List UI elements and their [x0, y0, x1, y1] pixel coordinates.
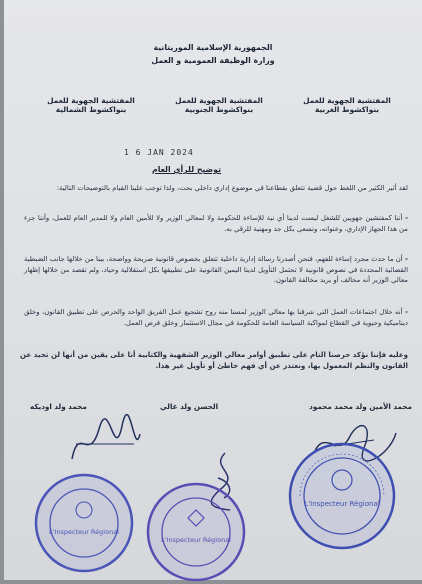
closing-paragraph: وعليه فإننا نؤكد حرصنا التام على تطبيق أوامر معالي الوزير الشفهية والكتابية أنا على يقين من أنها لن تحيد عن القانون والنظم المعمول بها، ونعتذر عن أي فهم خاطئ أو تأويل غير هذا.	[20, 350, 408, 370]
subject-title: توضيح للرأي العام	[152, 165, 222, 174]
official-stamp-2-icon	[144, 480, 248, 584]
point-3-text: أنه خلال اجتماعات العمل التي شرفنا بها معالي الوزير لمسنا منه روح تشجيع عمل الفريق الواحد والحرص على تطبيق القانون، وخلق ديناميكية وحيوية في القطاع لمواكبة السياسة العامة للحكومة في مجال الاستثمار وخلق فرص العمل.	[24, 308, 408, 327]
inspectorate-west-line1: المفتشية الجهوية للعمل	[303, 96, 391, 105]
signatory-3-name: محمد ولد اوديكه	[30, 402, 87, 411]
inspectorate-north	[26, 96, 156, 115]
date-stamp: 1 6 JAN 2024	[124, 148, 194, 157]
intro-paragraph: لقد أثير الكثير من اللغط حول قضية تتعلق بقطاعنا في موضوع إداري داخلي بحت، ولذا توجب علينا القيام بالتوضيحات التالية:	[56, 184, 408, 192]
point-1	[24, 213, 408, 234]
signatory-2-name: الحسن ولد عالي	[160, 402, 219, 411]
inspectorate-south-line1: المفتشية الجهوية للعمل	[175, 96, 263, 105]
inspectorate-west-line2: بنواكشوط الغربية	[314, 105, 379, 115]
inspectorate-west	[282, 96, 412, 115]
ministry-name: وزارة الوظيفة العمومية و العمل	[151, 56, 275, 65]
stamp-3-label: L'Inspecteur Régional	[49, 528, 119, 536]
stamp-2-label: L'Inspecteur Régional	[161, 536, 231, 544]
point-1-text: أننا كمفتشين جهويين للشغل ليست لدينا أي نية للإساءة للحكومة ولا لمعالي الوزير ولا للأمين العام ولا للمدير العام للعمل، وأننا جزء من هذا الجهاز الإداري، وعنوانه، ونسعى بكل جد ومهنية للرقي به.	[24, 214, 408, 233]
inspectorate-south	[154, 96, 284, 115]
point-2	[24, 254, 408, 286]
signatory-1-name: محمد الأمين ولد محمد محمود	[309, 402, 412, 411]
bullet-1-marker: -	[402, 214, 408, 222]
stamp-1-label: L'Inspecteur Régional	[304, 500, 380, 508]
bullet-3-marker: -	[402, 308, 408, 316]
document-page	[4, 0, 422, 580]
official-stamp-3-icon	[32, 468, 136, 578]
country-name: الجمهورية الإسلامية الموريتانية	[153, 43, 273, 52]
point-3	[24, 307, 408, 328]
bullet-2-marker: -	[402, 255, 408, 263]
inspectorate-north-line2: بنواكشوط الشمالية	[55, 105, 127, 115]
inspectorate-south-line2: بنواكشوط الجنوبية	[184, 105, 254, 115]
inspectorate-north-line1: المفتشية الجهوية للعمل	[47, 96, 135, 105]
official-stamp-1-icon	[286, 440, 398, 552]
signature-3-icon	[64, 414, 144, 474]
point-2-text: أن ما حدث مجرد إساءة للفهم، فنحن أصدرنا رسالة إدارية داخلية تتعلق بخصوص قانونية صريحة وواضحة، بينا من خلالها جانب الضبطية القضائية المحددة في نصوص قانونية لا تحتمل التأويل لدينا اليمين القانونية على تطبيقها بكل استقلالية وحياد، ولم تقصد من خلالها إظهار معالي الوزير أنه مخالف أو يريد مخالفة القانون.	[24, 255, 408, 285]
